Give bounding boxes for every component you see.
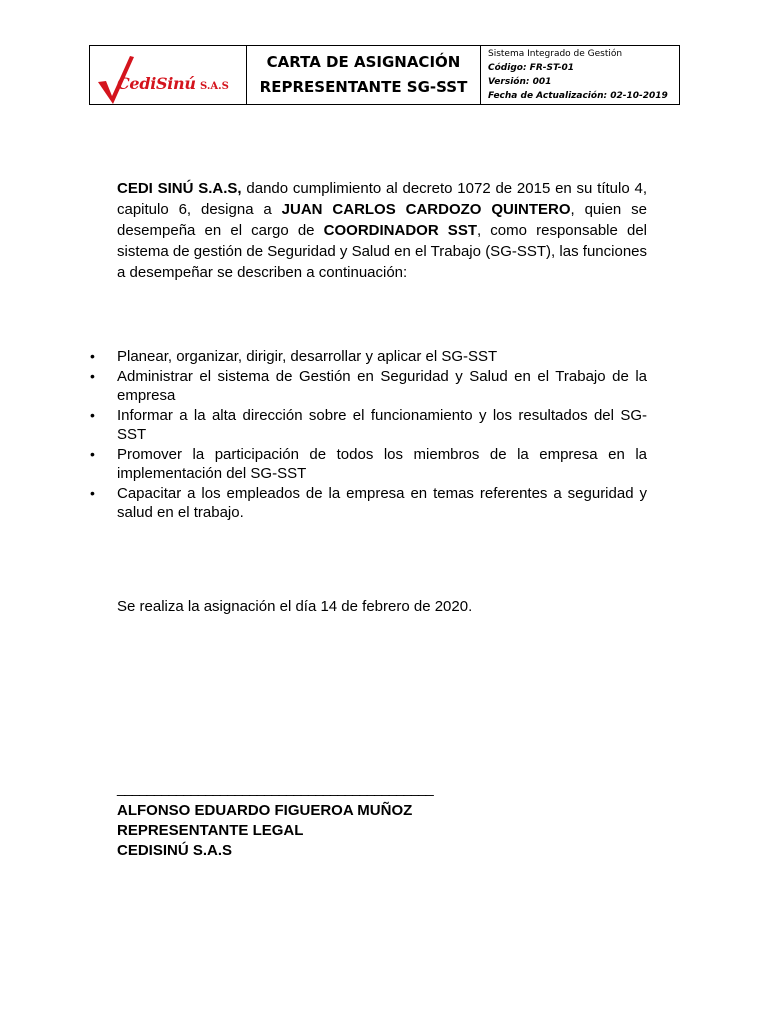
list-item: • Planear, organizar, dirigir, desarrollar y aplicar el SG-SST — [88, 347, 647, 367]
intro-text-2: , quien se desempeña en el cargo de — [117, 201, 648, 239]
title-line-1: CARTA DE ASIGNACIÓN — [266, 53, 461, 71]
signer-name: ALFONSO EDUARDO FIGUEROA MUÑOZ — [117, 802, 413, 819]
signer-title: REPRESENTANTE LEGAL — [117, 822, 304, 839]
list-item: • Promover la participación de todos los miembros de la empresa en la implementación del SG-SST — [88, 445, 647, 484]
company-logo — [90, 46, 247, 104]
document-title — [247, 46, 481, 104]
intro-text-3: , como responsable del sistema de gestión de Seguridad y Salud en el Trabajo (SG-SST), las funciones a desempeñar se describen a continuación: — [117, 222, 647, 281]
intro-paragraph — [117, 178, 647, 283]
signature-block — [117, 801, 412, 861]
update-date: Fecha de Actualización: 02-10-2019 — [488, 91, 668, 101]
designated-person: JUAN CARLOS CARDOZO QUINTERO — [281, 201, 571, 218]
title-line-2: REPRESENTANTE SG-SST — [259, 78, 468, 96]
designated-role: COORDINADOR SST — [323, 222, 477, 239]
functions-list — [88, 347, 647, 523]
signature-line: ___________________________________________ — [117, 780, 433, 797]
intro-text-1: dando cumplimiento al decreto 1072 de 2015 en su título 4, capitulo 6, designa a — [117, 180, 647, 218]
list-item: • Capacitar a los empleados de la empresa en temas referentes a seguridad y salud en el trabajo. — [88, 484, 647, 523]
list-item: • Informar a la alta dirección sobre el funcionamiento y los resultados del SG-SST — [88, 406, 647, 445]
document-version: Versión: 001 — [488, 77, 552, 87]
signer-company: CEDISINÚ S.A.S — [117, 842, 233, 859]
company-name: CEDI SINÚ S.A.S, — [117, 180, 242, 197]
system-name: Sistema Integrado de Gestión — [488, 49, 623, 59]
assignment-date: Se realiza la asignación el día 14 de febrero de 2020. — [117, 598, 473, 615]
list-item: • Administrar el sistema de Gestión en Seguridad y Salud en el Trabajo de la empresa — [88, 367, 647, 406]
document-header — [89, 45, 680, 105]
logo-suffix: S.A.S — [200, 81, 229, 92]
document-code: Código: FR-ST-01 — [488, 63, 575, 73]
logo-name: CediSinú — [117, 74, 196, 93]
document-metadata — [481, 46, 679, 104]
